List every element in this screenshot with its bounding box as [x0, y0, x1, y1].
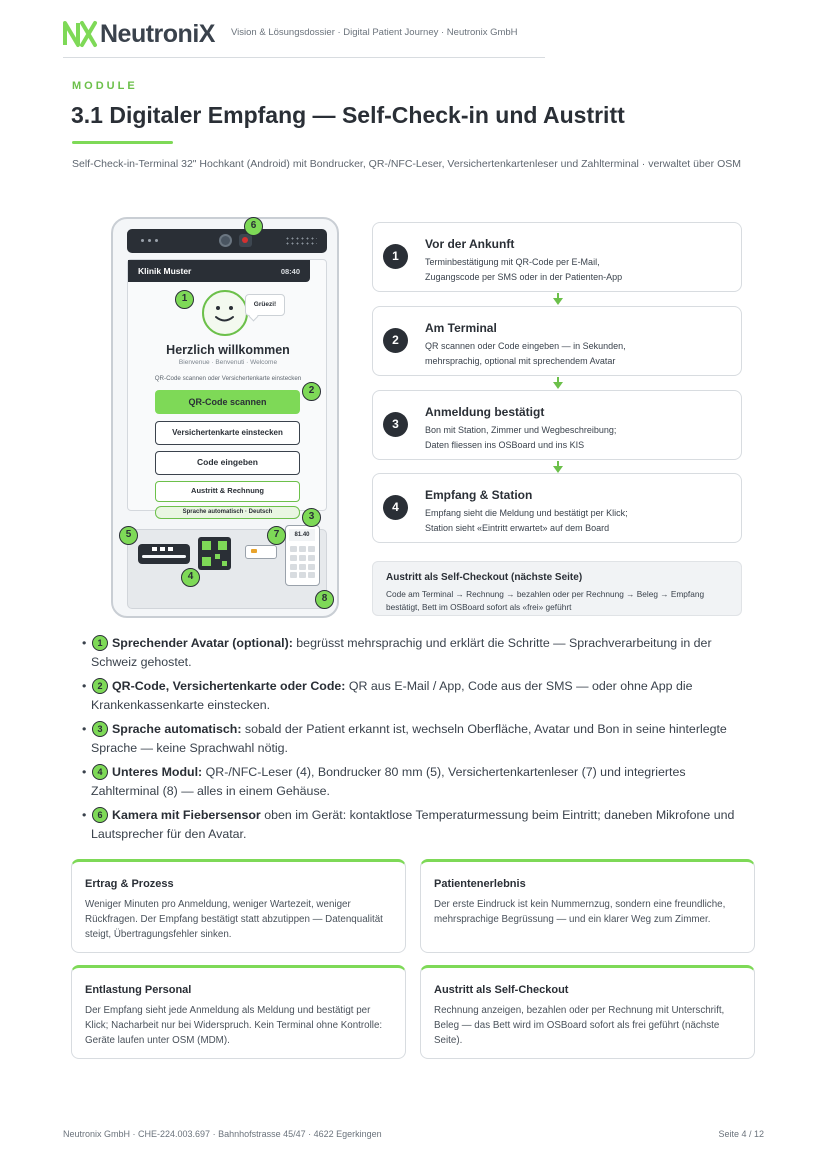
step-number: 4 — [383, 495, 408, 520]
device-bottom-module — [127, 529, 327, 609]
info-box-text: Rechnung anzeigen, bezahlen oder per Rechnung mit Unterschrift, Beleg — das Bett wird im OSBoard sofort als frei geführt (nächste Seite). — [434, 1005, 725, 1046]
list-item — [82, 806, 747, 844]
callout-badge: 2 — [92, 678, 108, 694]
page-title: 3.1 Digitaler Empfang — Self-Check-in und Austritt — [71, 102, 625, 128]
item-text: QR aus E-Mail / App, Code aus der SMS — oder ohne App die Krankenkassenkarte einstecken. — [91, 679, 693, 712]
screen-time: 08:40 — [280, 267, 300, 276]
enter-code-button[interactable]: Code eingeben — [155, 451, 300, 475]
list-item — [82, 720, 747, 758]
clinic-name: Klinik Muster — [138, 266, 192, 276]
keypad-icon — [290, 546, 315, 579]
screen-status-bar — [128, 260, 310, 282]
info-box-self-checkout — [420, 965, 755, 1059]
item-label: Sprache automatisch: — [112, 722, 242, 736]
callout-badge-2: 2 — [302, 382, 321, 401]
step-number: 3 — [383, 412, 408, 437]
item-label: QR-Code, Versichertenkarte oder Code: — [112, 679, 346, 693]
checkout-note-text: Code am Terminal → Rechnung → bezahlen oder per Rechnung → Beleg → Empfang bestätigt, Bett im OSBoard sofort als «frei» geführt — [386, 589, 705, 612]
flow-step-1 — [372, 222, 742, 292]
feature-list — [82, 634, 747, 849]
header-subtitle: Vision & Lösungsdossier · Digital Patient Journey · Neutronix GmbH — [231, 27, 518, 38]
callout-badge-8: 8 — [315, 590, 334, 609]
screen-hint: QR-Code scannen oder Versichertenkarte einstecken — [154, 375, 302, 382]
info-box-text: Der Empfang sieht jede Anmeldung als Meldung und bestätigt per Klick; Nacharbeit nur bei Widerspruch. Kein Terminal ohne Kontrolle: Geräte laufen unter OSM (MDM). — [85, 1005, 383, 1046]
step-text: QR scannen oder Code eingeben — in Sekunden, mehrsprachig, optional mit sprechendem Avatar — [425, 341, 626, 366]
callout-badge-5: 5 — [119, 526, 138, 545]
callout-badge-1: 1 — [175, 290, 194, 309]
logo-text: NeutroniX — [100, 19, 215, 48]
camera-icon — [219, 234, 232, 247]
nx-logo-icon — [63, 21, 97, 47]
arrow-down-icon — [552, 293, 564, 306]
flow-step-4 — [372, 473, 742, 543]
intro-text: Self-Check-in-Terminal 32" Hochkant (Android) mit Bondrucker, QR-/NFC-Leser, Versichertenkartenleser und Zahlterminal · verwaltet über OSM — [72, 158, 741, 170]
step-title: Vor der Ankunft — [425, 237, 515, 251]
list-item — [82, 634, 747, 672]
info-box-patient-experience — [420, 859, 755, 953]
speech-bubble: Grüezi! — [245, 294, 285, 316]
receipt-printer-icon — [138, 544, 190, 564]
info-box-title: Patientenerlebnis — [434, 878, 526, 890]
list-item — [82, 677, 747, 715]
avatar-icon — [202, 290, 248, 336]
callout-badge: 3 — [92, 721, 108, 737]
footer-company: Neutronix GmbH · CHE-224.003.697 · Bahnhofstrasse 45/47 · 4622 Egerkingen — [63, 1129, 382, 1139]
speaker-icon — [285, 236, 317, 246]
page-header — [63, 18, 545, 58]
arrow-down-icon — [552, 377, 564, 390]
info-box-title: Entlastung Personal — [85, 984, 192, 996]
item-label: Unteres Modul: — [112, 765, 203, 779]
checkout-note-title: Austritt als Self-Checkout (nächste Seite) — [386, 572, 583, 583]
qr-scan-button[interactable]: QR-Code scannen — [155, 390, 300, 414]
step-text: Bon mit Station, Zimmer und Wegbeschreibung; Daten fliessen ins OSBoard und ins KIS — [425, 425, 617, 450]
qr-reader-icon — [198, 537, 231, 570]
insert-card-button[interactable]: Versichertenkarte einstecken — [155, 421, 300, 445]
section-kicker: MODULE — [72, 80, 138, 92]
flow-step-2 — [372, 306, 742, 376]
card-reader-icon — [245, 545, 277, 559]
checkout-button[interactable]: Austritt & Rechnung — [155, 481, 300, 502]
callout-badge-6: 6 — [244, 217, 263, 236]
step-number: 1 — [383, 244, 408, 269]
welcome-heading: Herzlich willkommen — [166, 343, 290, 357]
checkout-note — [372, 561, 742, 616]
info-box-text: Der erste Eindruck ist kein Nummernzug, sondern eine freundliche, mehrsprachige Begrüssung — und ein klarer Weg zum Zimmer. — [434, 899, 726, 925]
flow-step-3 — [372, 390, 742, 460]
callout-badge: 6 — [92, 807, 108, 823]
page-number: Seite 4 / 12 — [718, 1129, 764, 1139]
step-title: Am Terminal — [425, 321, 497, 335]
list-item — [82, 763, 747, 801]
payment-amount: 81.40 — [289, 529, 315, 541]
step-text: Terminbestätigung mit QR-Code per E-Mail, Zugangscode per SMS oder in der Patienten-App — [425, 257, 623, 282]
logo — [63, 20, 215, 48]
item-label: Kamera mit Fiebersensor — [112, 808, 261, 822]
callout-badge-3: 3 — [302, 508, 321, 527]
language-indicator[interactable]: Sprache automatisch · Deutsch — [155, 506, 300, 519]
terminal-screen — [127, 259, 327, 515]
step-number: 2 — [383, 328, 408, 353]
item-text: begrüsst mehrsprachig und erklärt die Schritte — Sprachverarbeitung in der Schweiz gehostet. — [91, 636, 712, 669]
item-text: oben im Gerät: kontaktlose Temperaturmessung beim Eintritt; daneben Mikrofone und Lautsprecher für den Avatar. — [91, 808, 735, 841]
step-text: Empfang sieht die Meldung und bestätigt per Klick; Station sieht «Eintritt erwartet» auf dem Board — [425, 508, 628, 533]
item-text: QR-/NFC-Leser (4), Bondrucker 80 mm (5), Versichertenkartenleser (7) und integriertes Zahlterminal (8) — alles in einem Gehäuse. — [91, 765, 686, 798]
device-top-bar — [127, 229, 327, 253]
callout-badge: 1 — [92, 635, 108, 651]
step-title: Empfang & Station — [425, 488, 533, 502]
payment-terminal-icon — [285, 525, 320, 586]
callout-badge-7: 7 — [267, 526, 286, 545]
callout-badge: 4 — [92, 764, 108, 780]
title-underline — [72, 141, 173, 144]
callout-badge-4: 4 — [181, 568, 200, 587]
info-box-title: Ertrag & Prozess — [85, 878, 174, 890]
fever-sensor-icon — [239, 234, 252, 247]
info-box-text: Weniger Minuten pro Anmeldung, weniger Wartezeit, weniger Rückfragen. Der Empfang bestätigt statt abzutippen — Datenqualität steigt, Übertragungsfehler sinken. — [85, 899, 383, 940]
microphone-icon — [141, 239, 158, 242]
terminal-illustration — [111, 217, 339, 618]
info-box-revenue — [71, 859, 406, 953]
step-title: Anmeldung bestätigt — [425, 405, 545, 419]
info-box-title: Austritt als Self-Checkout — [434, 984, 569, 996]
item-label: Sprechender Avatar (optional): — [112, 636, 293, 650]
item-text: sobald der Patient erkannt ist, wechseln Oberfläche, Avatar und Bon in seine hinterlegte Sprache — keine Sprachwahl nötig. — [91, 722, 727, 755]
info-box-staff-relief — [71, 965, 406, 1059]
welcome-languages: Bienvenue · Benvenuti · Welcome — [178, 359, 278, 366]
